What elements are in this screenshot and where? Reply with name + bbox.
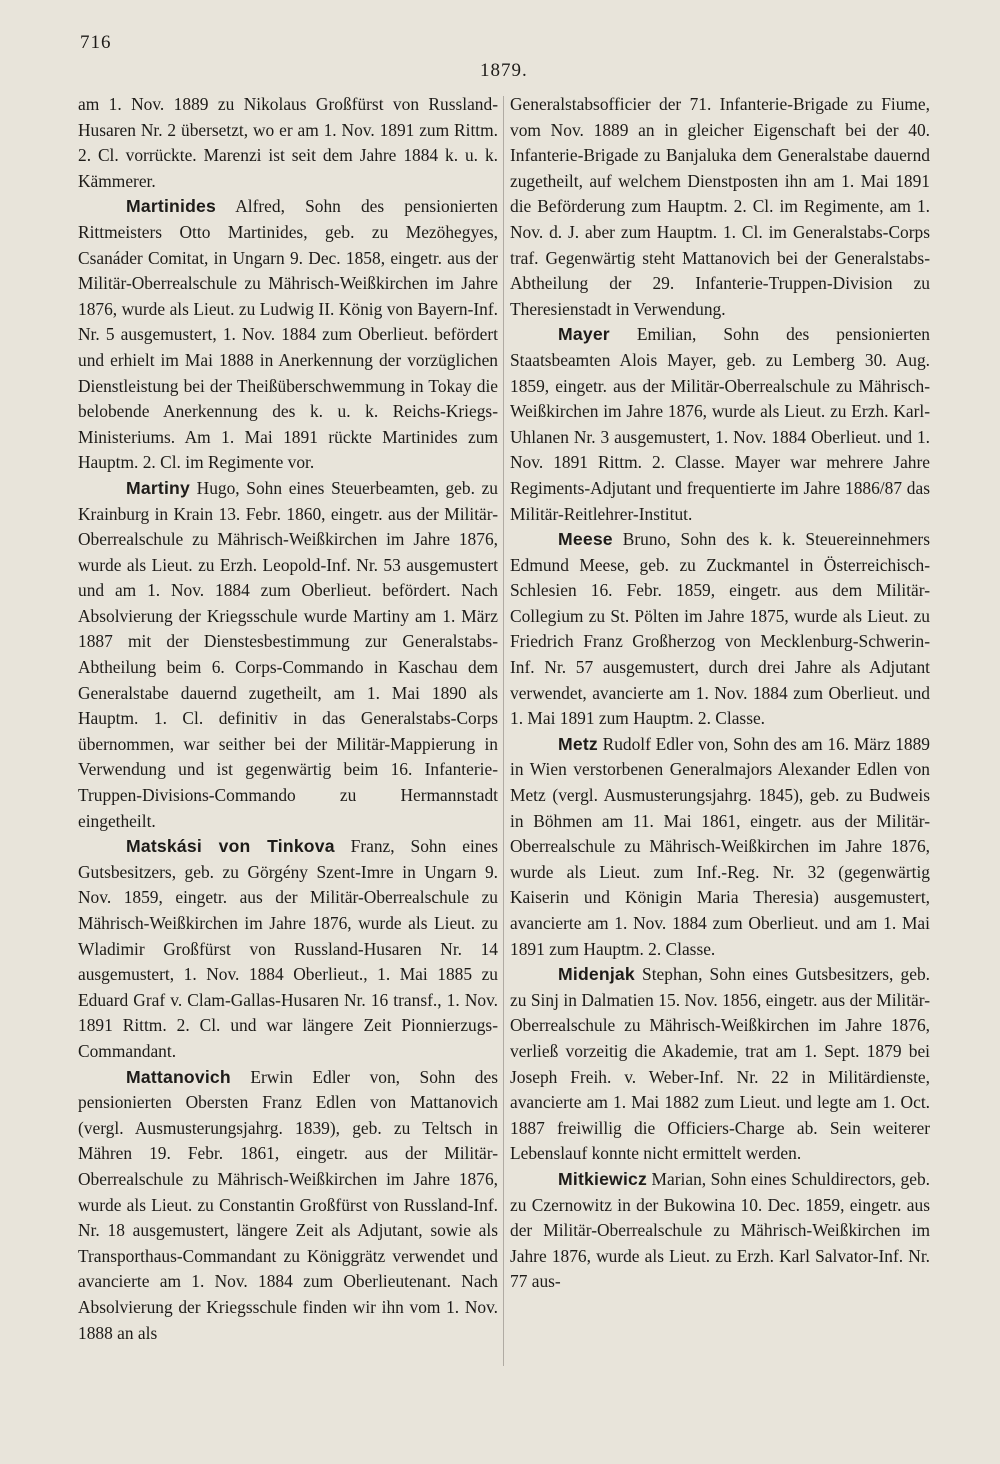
- entry-text: Marian, Sohn eines Schuldirectors, geb. zu Czernowitz in der Bukowina 10. Dec. 1859, eingetr. aus der Militär-Oberrealschule zu Mährisch-Weißkirchen im Jahre 1876, wurde als Lieut. zu Erzh. Karl Salvator-Inf. Nr. 77 aus-: [510, 1168, 930, 1292]
- column-divider: [503, 96, 504, 1366]
- entry-surname: Meese: [558, 529, 613, 550]
- entry-surname: Martinides: [126, 196, 216, 217]
- entry-midenjak: [510, 962, 930, 1167]
- entry-text: am 1. Nov. 1889 zu Nikolaus Großfürst von Russland-Husaren Nr. 2 übersetzt, wo er am 1. Nov. 1891 zum Rittm. 2. Cl. vorrückte. Marenzi ist seit dem Jahre 1884 k. u. k. Kämmerer.: [78, 94, 498, 191]
- entry-mayer: [510, 322, 930, 527]
- entry-martiny: [78, 476, 498, 834]
- entry-text: Bruno, Sohn des k. k. Steuereinnehmers Edmund Meese, geb. zu Zuckmantel in Österreichisch-Schlesien 16. Febr. 1859, eingetr. aus dem Militär-Collegium zu St. Pölten im Jahre 1875, wurde als Lieut. zu Friedrich Franz Großherzog von Mecklenburg-Schwerin-Inf. Nr. 57 ausgemustert, durch drei Jahre als Adjutant verwendet, avancierte am 1. Nov. 1884 zum Oberlieut. und 1. Mai 1891 zum Hauptm. 2. Classe.: [510, 529, 930, 729]
- entry-mattanovich: [78, 1065, 498, 1347]
- entry-metz: [510, 732, 930, 962]
- entry-text: Emilian, Sohn des pensionierten Staatsbeamten Alois Mayer, geb. zu Lemberg 30. Aug. 1859, eingetr. aus der Militär-Oberrealschule zu Mährisch-Weißkirchen im Jahre 1876, wurde als Lieut. zu Erzh. Karl-Uhlanen Nr. 3 ausgemustert, 1. Nov. 1884 Oberlieut. und 1. Nov. 1891 Rittm. 2. Classe. Mayer war mehrere Jahre Regiments-Adjutant und frequentierte im Jahre 1886/87 das Militär-Reitlehrer-Institut.: [510, 324, 930, 524]
- entry-text: Generalstabsofficier der 71. Infanterie-Brigade zu Fiume, vom Nov. 1889 an in gleicher Eigenschaft bei der 40. Infanterie-Brigade zu Banjaluka dem Generalstabe dauernd zugetheilt, auf welchem Dienstposten ihn am 1. Mai 1891 die Beförderung zum Hauptm. 2. Cl. im Regimente, am 1. Nov. d. J. aber zum Hauptm. 1. Cl. im Generalstabs-Corps traf. Gegenwärtig steht Mattanovich bei der Generalstabs-Abtheilung der 29. Infanterie-Truppen-Division zu Theresienstadt in Verwendung.: [510, 94, 930, 319]
- entry-martinides: [78, 194, 498, 476]
- entry-text: Erwin Edler von, Sohn des pensionierten Obersten Franz Edlen von Mattanovich (vergl. Ausmusterungsjahrg. 1839), geb. zu Teltsch in Mähren 19. Febr. 1861, eingetr. aus der Militär-Oberrealschule zu Mährisch-Weißkirchen im Jahre 1876, wurde als Lieut. zu Constantin Großfürst von Russland-Inf. Nr. 18 ausgemustert, längere Zeit als Adjutant, sowie als Transporthaus-Commandant zu Königgrätz verwendet und avancierte am 1. Nov. 1884 zum Oberlieutenant. Nach Absolvierung der Kriegsschule finden wir ihn vom 1. Nov. 1888 an als: [78, 1066, 498, 1343]
- page-year-heading: 1879.: [480, 60, 528, 81]
- entry-text: Hugo, Sohn eines Steuerbeamten, geb. zu Krainburg in Krain 13. Febr. 1860, eingetr. aus der Militär-Oberrealschule zu Mährisch-Weißkirchen im Jahre 1876, wurde als Lieut. zu Erzh. Leopold-Inf. Nr. 53 ausgemustert und am 1. Nov. 1884 zum Oberlieut. befördert. Nach Absolvierung der Kriegsschule wurde Martiny am 1. März 1887 mit der Dienstesbestimmung zur Generalstabs-Abtheilung beim 6. Corps-Commando in Kaschau dem Generalstabe dauernd zugetheilt, am 1. Mai 1890 als Hauptm. 1. Cl. definitiv in das Generalstabs-Corps übernommen, war seither bei der Militär-Mappierung in Verwendung und ist gegenwärtig beim 16. Infanterie-Truppen-Divisions-Commando zu Hermannstadt eingetheilt.: [78, 477, 498, 831]
- left-column: [78, 92, 498, 1346]
- entry-text: Rudolf Edler von, Sohn des am 16. März 1889 in Wien verstorbenen Generalmajors Alexander Edlen von Metz (vergl. Ausmusterungsjahrg. 1845), geb. zu Budweis in Böhmen am 11. Mai 1861, eingetr. aus der Militär-Oberrealschule zu Mährisch-Weißkirchen im Jahre 1876, wurde als Lieut. zum Inf.-Reg. Nr. 32 (gegenwärtig Kaiserin und Königin Maria Theresia) ausgemustert, avancierte am 1. Nov. 1884 zum Oberlieut. und am 1. Mai 1891 zum Hauptm. 2. Classe.: [510, 733, 930, 959]
- right-column: [510, 92, 930, 1295]
- entry-surname: Mattanovich: [126, 1066, 231, 1087]
- entry-text: Stephan, Sohn eines Gutsbesitzers, geb. zu Sinj in Dalmatien 15. Nov. 1856, eingetr. aus der Militär-Oberrealschule zu Mährisch-Weißkirchen im Jahre 1876, verließ vorzeitig die Akademie, trat am 1. Sept. 1879 bei Joseph Freih. v. Weber-Inf. Nr. 22 in Militärdienste, avancierte am 1. Mai 1882 zum Lieut. und legte am 1. Oct. 1887 freiwillig die Officiers-Charge ab. Sein weiterer Lebenslauf konnte nicht ermittelt werden.: [510, 964, 930, 1164]
- entry-matskasi: [78, 834, 498, 1064]
- entry-meese: [510, 527, 930, 732]
- entry-surname: Mayer: [558, 324, 610, 345]
- entry-continuation: [510, 92, 930, 322]
- entry-text: Alfred, Sohn des pensionierten Rittmeisters Otto Martinides, geb. zu Mezöhegyes, Csanáder Comitat, in Ungarn 9. Dec. 1858, eingetr. aus der Militär-Oberrealschule zu Mährisch-Weißkirchen im Jahre 1876, wurde als Lieut. zu Ludwig II. König von Bayern-Inf. Nr. 5 ausgemustert, 1. Nov. 1884 zum Oberlieut. befördert und erhielt im Mai 1888 in Anerkennung der vorzüglichen Dienstleistung bei der Theißüberschwemmung in Tokay die belobende Anerkennung des k. u. k. Reichs-Kriegs-Ministeriums. Am 1. Mai 1891 rückte Martinides zum Hauptm. 2. Cl. im Regimente vor.: [78, 196, 498, 473]
- entry-mitkiewicz: [510, 1167, 930, 1295]
- page-number: 716: [80, 32, 112, 53]
- entry-surname: Metz: [558, 733, 598, 754]
- entry-surname: Matskási von Tinkova: [126, 836, 335, 857]
- entry-surname: Mitkiewicz: [558, 1168, 648, 1189]
- entry-text: Franz, Sohn eines Gutsbesitzers, geb. zu Görgény Szent-Imre in Ungarn 9. Nov. 1859, eingetr. aus der Militär-Oberrealschule zu Mährisch-Weißkirchen im Jahre 1876, wurde als Lieut. zu Wladimir Großfürst von Russland-Husaren Nr. 14 ausgemustert, 1. Nov. 1884 Oberlieut., 1. Mai 1885 zu Eduard Graf v. Clam-Gallas-Husaren Nr. 16 transf., 1. Nov. 1891 Rittm. 2. Cl. und war längere Zeit Pionnierzugs-Commandant.: [78, 836, 498, 1061]
- entry-continuation: [78, 92, 498, 194]
- entry-surname: Martiny: [126, 477, 190, 498]
- entry-surname: Midenjak: [558, 964, 635, 985]
